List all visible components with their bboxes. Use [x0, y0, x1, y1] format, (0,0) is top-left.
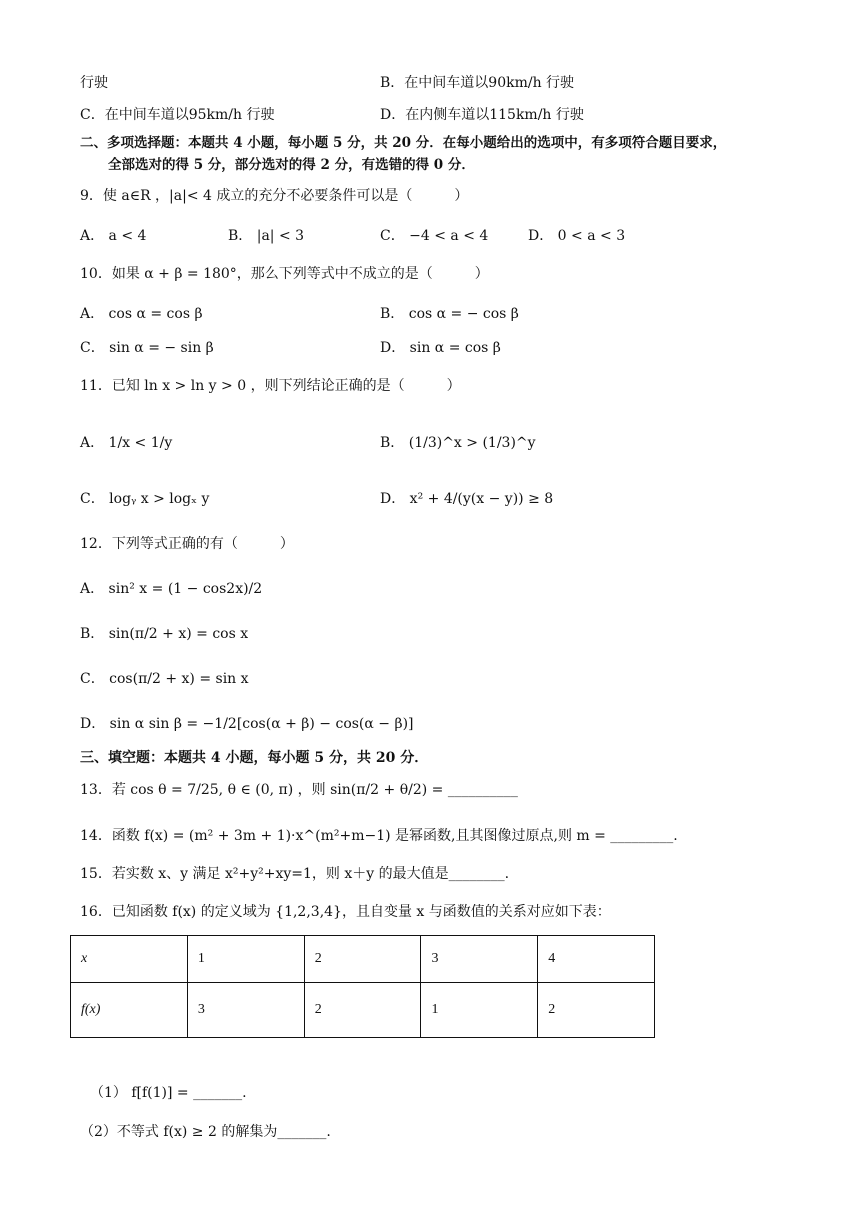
function-value-table — [70, 935, 655, 1038]
q10-option-d: D． sin α = cos β — [380, 340, 501, 356]
table-cell: 2 — [538, 983, 655, 1038]
section2-heading-line1: 二、多项选择题：本题共 4 小题，每小题 5 分，共 20 分．在每小题给出的选项中，有多项符合题目要求， — [80, 135, 727, 151]
q12-option-a: A． sin² x = (1 − cos2x)/2 — [80, 581, 263, 597]
q8-option-a-tail: 行驶 — [80, 75, 108, 91]
q11-option-a: A． 1/x < 1/y — [80, 435, 173, 451]
q10-option-c: C． sin α = − sin β — [80, 340, 214, 356]
q9-option-a: A． a < 4 — [80, 228, 147, 244]
q9-option-b: B． |a| < 3 — [228, 228, 305, 244]
table-row — [71, 936, 655, 983]
table-header-cell: 1 — [187, 936, 304, 983]
q12-option-d: D． sin α sin β = −1/2[cos(α + β) − cos(α − β)] — [80, 716, 414, 732]
q13-stem: 13．若 cos θ = 7/25, θ ∈ (0, π) ，则 sin(π/2 + θ/2) = __________ — [80, 782, 518, 798]
q11-stem: 11．已知 ln x > ln y > 0 ，则下列结论正确的是（ ） — [80, 378, 461, 394]
table-header-cell: x — [71, 936, 188, 983]
table-cell: 3 — [187, 983, 304, 1038]
table-cell: f(x) — [71, 983, 188, 1038]
q16-sub1: （1） f[f(1)] = _______. — [90, 1085, 247, 1101]
q10-option-a: A． cos α = cos β — [80, 306, 203, 322]
q12-stem: 12．下列等式正确的有（ ） — [80, 536, 294, 552]
q14-stem: 14．函数 f(x) = (m² + 3m + 1)·x^(m²+m−1) 是幂函数,且其图像过原点,则 m = _________. — [80, 828, 678, 844]
q8-option-d: D．在内侧车道以115km/h 行驶 — [380, 107, 584, 123]
q8-option-b: B．在中间车道以90km/h 行驶 — [380, 75, 575, 91]
q9-option-d: D． 0 < a < 3 — [528, 228, 626, 244]
q12-option-c: C． cos(π/2 + x) = sin x — [80, 671, 249, 687]
q9-stem: 9．使 a∈R ，|a|< 4 成立的充分不必要条件可以是（ ） — [80, 188, 469, 204]
table-row — [71, 983, 655, 1038]
q11-option-c: C． logᵧ x > logₓ y — [80, 491, 210, 507]
table-header-cell: 2 — [304, 936, 421, 983]
section2-heading-line2: 全部选对的得 5 分，部分选对的得 2 分，有选错的得 0 分． — [108, 157, 475, 173]
q9-option-c: C． −4 < a < 4 — [380, 228, 489, 244]
q11-option-b: B． (1/3)^x > (1/3)^y — [380, 435, 536, 451]
q16-sub2: （2）不等式 f(x) ≥ 2 的解集为_______. — [80, 1124, 331, 1140]
table-cell: 2 — [304, 983, 421, 1038]
q15-stem: 15．若实数 x、y 满足 x²+y²+xy=1，则 x＋y 的最大值是________. — [80, 866, 510, 882]
section3-heading: 三、填空题：本题共 4 小题，每小题 5 分，共 20 分． — [80, 750, 429, 766]
q10-stem: 10．如果 α + β = 180°，那么下列等式中不成立的是（ ） — [80, 266, 489, 282]
q11-option-d: D． x² + 4/(y(x − y)) ≥ 8 — [380, 491, 554, 507]
q16-stem: 16．已知函数 f(x) 的定义域为 {1,2,3,4}，且自变量 x 与函数值的关系对应如下表： — [80, 904, 611, 920]
table-cell: 1 — [421, 983, 538, 1038]
q10-option-b: B． cos α = − cos β — [380, 306, 519, 322]
table-header-cell: 4 — [538, 936, 655, 983]
q12-option-b: B． sin(π/2 + x) = cos x — [80, 626, 249, 642]
table-header-cell: 3 — [421, 936, 538, 983]
q8-option-c: C．在中间车道以95km/h 行驶 — [80, 107, 275, 123]
